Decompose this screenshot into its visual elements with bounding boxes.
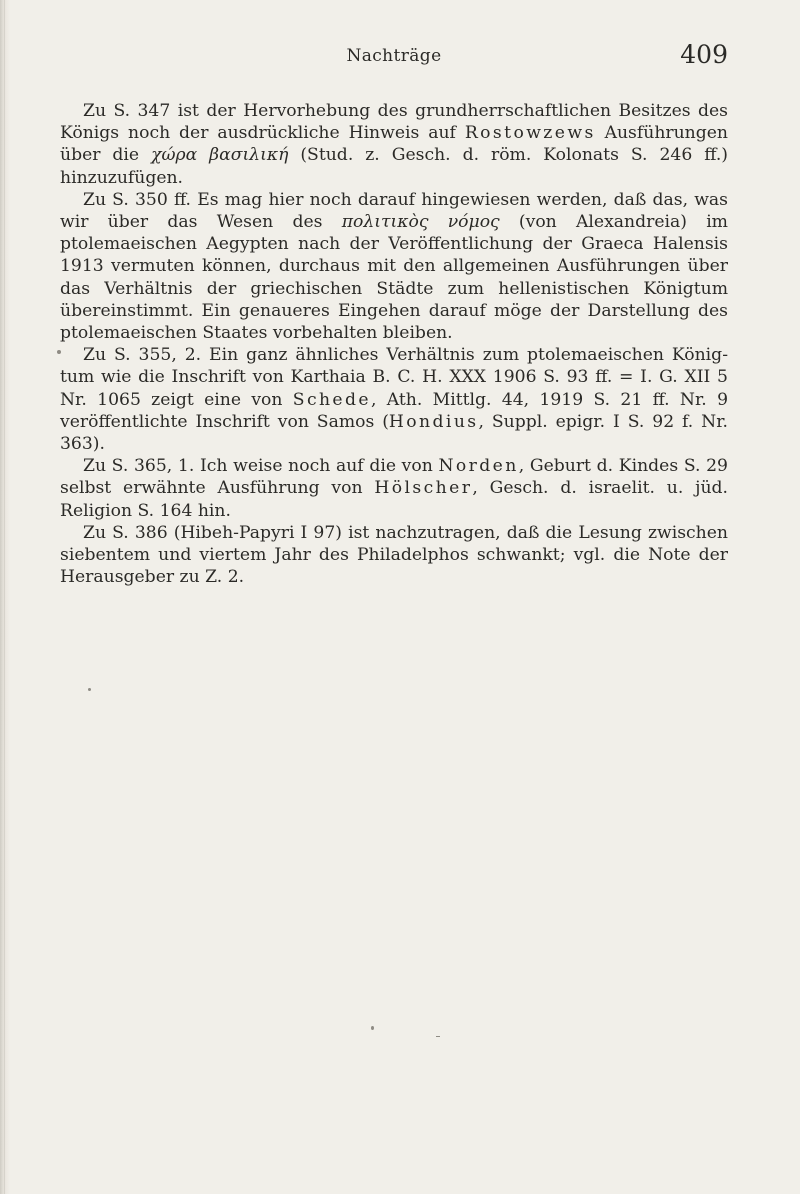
page-binding-line <box>4 0 5 1194</box>
text-run: , Gesch. d. israelit. u. jüd. Religion S. 164 hin. <box>60 478 728 521</box>
text-run: , Suppl. epigr. I S. 92 f. Nr. 363). <box>60 411 728 455</box>
addenda-text <box>60 100 728 588</box>
paper-speck <box>88 688 91 691</box>
text-run: , Ath. Mittlg. 44, 1919 S. 21 ff. Nr. 9 veröffentlichte Inschrift von Samos ( <box>60 389 728 432</box>
text-run: , Geburt d. Kindes S. 29 selbst erwähnte Ausführung von <box>60 456 728 499</box>
text-run: Zu S. 347 ist der Hervorhebung des grundherrschaftlichen Besitzes des Königs noch der ausdrückliche Hinweis auf <box>60 101 728 144</box>
greek-term: πολιτικὸς νόμος <box>341 212 500 233</box>
text-run: Zu S. 365, 1. Ich weise noch auf die von <box>83 456 439 477</box>
text-run: (von Alexandreia) im ptolemaeischen Aegypten nach der Veröffentlichung der Graeca Halensis 1913 vermuten können, durchaus mit den allgemeinen Ausführungen über das Verhältnis der griechischen Städte zum hellenistischen Königtum übereinstimmt. Ein genaueres Eingehen darauf möge der Darstellung des ptolemaeischen Staates vorbehalten bleiben. <box>60 212 728 344</box>
author-name-norden: Norden <box>438 456 519 477</box>
paragraph-s355 <box>60 344 728 455</box>
paper-speck <box>57 350 61 354</box>
author-name-hondius: Hondius <box>388 411 479 432</box>
text-run: Ausführungen über die <box>60 123 728 166</box>
author-name-schede: Schede <box>292 389 371 410</box>
paper-speck <box>436 1036 440 1037</box>
greek-term: χώρα βασιλική <box>151 145 289 166</box>
author-name-hoelscher: Hölscher <box>374 478 473 499</box>
paragraph-s386 <box>60 522 728 589</box>
page-header <box>60 40 728 70</box>
page-number: 409 <box>680 40 728 69</box>
text-run: Zu S. 386 (Hibeh-Papyri I 97) ist nachzutragen, daß die Lesung zwischen siebentem und viertem Jahr des Philadelphos schwankt; vgl. die Note der Herausgeber zu Z. 2. <box>60 522 728 588</box>
paragraph-s350 <box>60 189 728 344</box>
paragraph-s347 <box>60 100 728 189</box>
text-run: Zu S. 350 ff. Es mag hier noch darauf hingewiesen werden, daß das, was wir über das Wesen des <box>60 189 728 233</box>
running-head: Nachträge <box>346 46 442 66</box>
paragraph-s365 <box>60 455 728 522</box>
paper-speck <box>371 1026 374 1030</box>
page-binding-edge <box>0 0 10 1194</box>
author-name-rostowzew: Rostowzews <box>464 123 596 144</box>
text-run: (Stud. z. Gesch. d. röm. Kolonats S. 246 ff.) hinzuzufügen. <box>60 145 728 188</box>
text-run: Zu S. 355, 2. Ein ganz ähnliches Verhältnis zum ptolemaeischen Königtum wie die Inschrift von Karthaia B. C. H. XXX 1906 S. 93 ff. = I. G. XII 5 Nr. 1065 zeigt eine von <box>60 345 728 410</box>
